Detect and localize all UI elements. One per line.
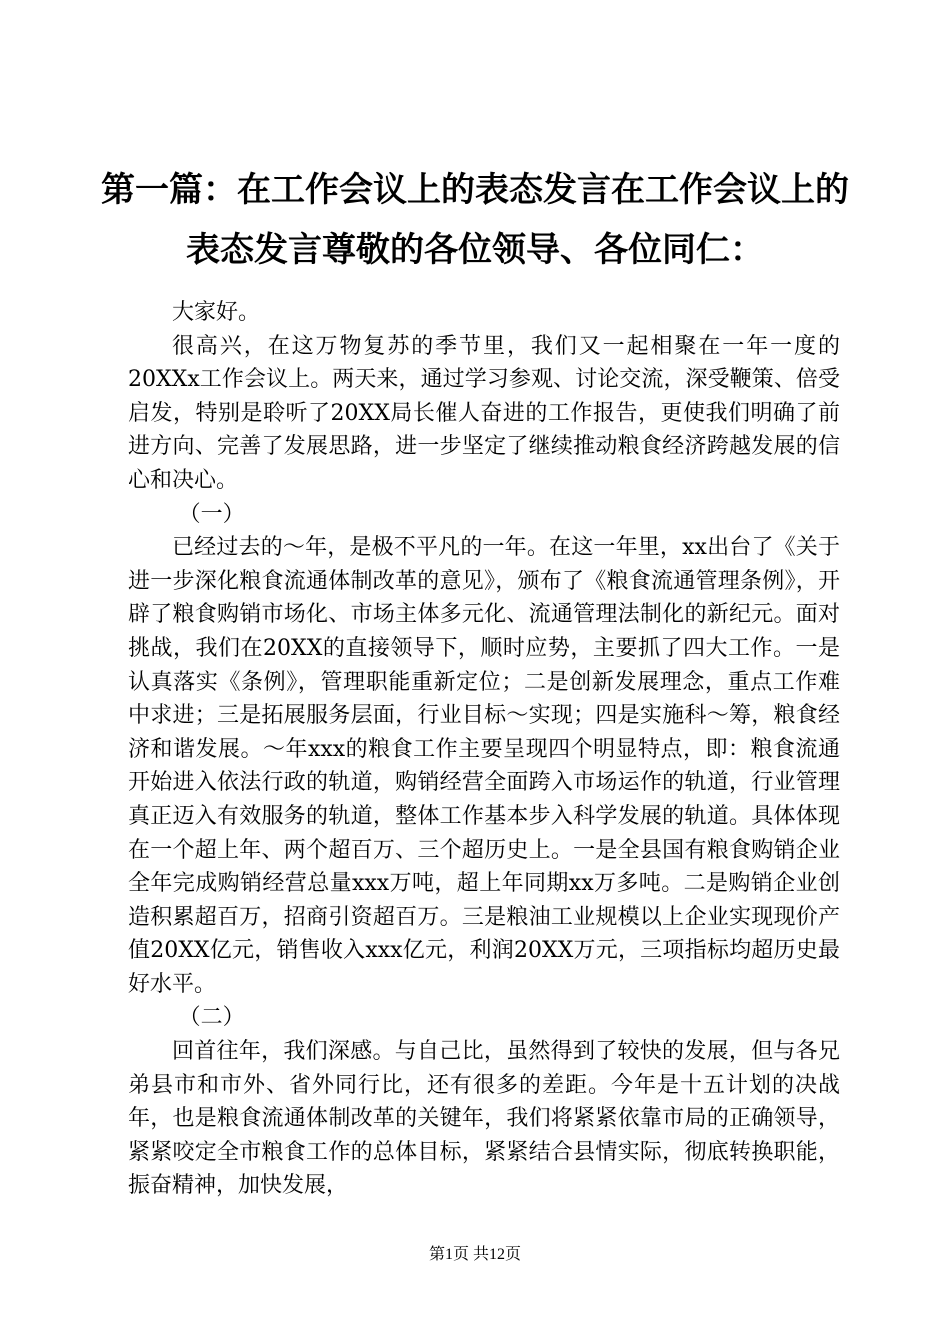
section-heading-2: （二） xyxy=(178,1005,245,1031)
document-body xyxy=(128,296,840,1203)
section-heading-1: （一） xyxy=(178,501,245,527)
paragraph-outlook: 回首往年，我们深感。与自己比，虽然得到了较快的发展，但与各兄弟县市和市外、省外同行比，还有很多的差距。今年是十五计划的决战年，也是粮食流通体制改革的关键年，我们将紧紧依靠市局的正确领导，紧紧咬定全市粮食工作的总体目标，紧紧结合县情实际，彻底转换职能，振奋精神，加快发展， xyxy=(128,1039,840,1199)
document-title: 第一篇：在工作会议上的表态发言在工作会议上的表态发言尊敬的各位领导、各位同仁： xyxy=(101,170,849,270)
paragraph-greeting: 大家好。 xyxy=(172,300,261,325)
paragraph-intro: 很高兴，在这万物复苏的季节里，我们又一起相聚在一年一度的20XXx工作会议上。两天来，通过学习参观、讨论交流，深受鞭策、倍受启发，特别是聆听了20XX局长催人奋进的工作报告，更使我们明确了前进方向、完善了发展思路，进一步坚定了继续推动粮食经济跨越发展的信心和决心。 xyxy=(128,333,840,493)
page-number: 第1页 共12页 xyxy=(428,1246,521,1263)
paragraph-review: 已经过去的～年，是极不平凡的一年。在这一年里，xx出台了《关于进一步深化粮食流通体制改革的意见》，颁布了《粮食流通管理条例》，开辟了粮食购销市场化、市场主体多元化、流通管理法制化的新纪元。面对挑战，我们在20XX的直接领导下，顺时应势，主要抓了四大工作。一是认真落实《条例》，管理职能重新定位；二是创新发展理念，重点工作难中求进；三是拓展服务层面，行业目标～实现；四是实施科～筹，粮食经济和谐发展。～年xxx的粮食工作主要呈现四个明显特点，即：粮食流通开始进入依法行政的轨道，购销经营全面跨入市场运作的轨道，行业管理真正迈入有效服务的轨道，整体工作基本步入科学发展的轨道。具体体现在一个超上年、两个超百万、三个超历史上。一是全县国有粮食购销企业全年完成购销经营总量xxx万吨，超上年同期xx万多吨。二是购销企业创造积累超百万，招商引资超百万。三是粮油工业规模以上企业实现现价产值20XX亿元，销售收入xxx亿元，利润20XX万元，三项指标均超历史最好水平。 xyxy=(128,535,840,997)
